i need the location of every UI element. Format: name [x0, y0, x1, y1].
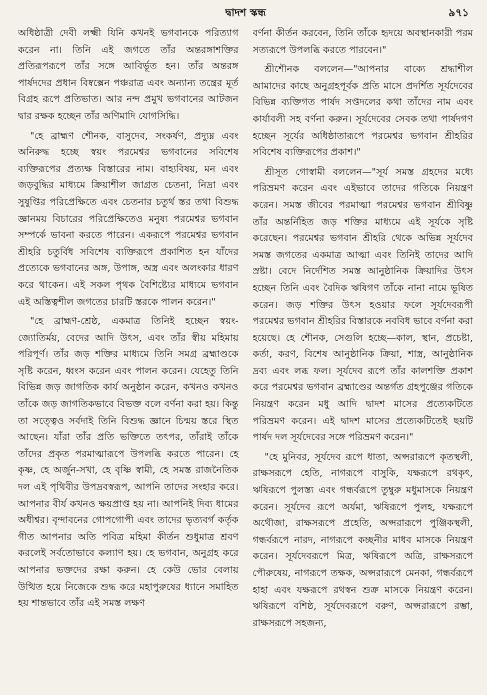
paragraph: "হে ব্রাহ্মণ শৌনক, বাসুদেব, সংকর্ষণ, প্রদ্যুম্ন এবং অনিরুদ্ধ হচ্ছে স্বয়ং পরমেশ্বর ভগবানের সবিশেষ ব্যক্তিরূপের প্রত্যক্ষ বিস্তারের নাম। বাহ্যবিষয়, মন এবং জড়বুদ্ধির মাধ্যমে ক্রিয়াশীল জাগ্রত চেতনা, নিদ্রা এবং সুষুপ্তির পরিপ্রেক্ষিতে এবং চেতনার চতুর্থ স্তর তথা বিশুদ্ধ জ্ঞানময় বিচারের পরিপ্রেক্ষিতেও মনুষ্য পরমেশ্বর ভগবান সম্পর্কে ভাবনা করতে পারেন। একরূপে পরমেশ্বর ভগবান শ্রীহরি চতুর্বিধ সবিশেষ ব্যক্তিরূপে প্রকাশিত হন যাঁদের প্রত্যেকে ভগবানের অঙ্গ, উপাঙ্গ, অস্ত্র এবং অলংকার ধারণ করে থাকেন। এই সকল পৃথক বৈশিষ্ট্যের মাধ্যমে ভগবান এই অস্তিত্বশীল জগতের চারটি স্তরকে পালন করেন।" — [18, 130, 239, 308]
paragraph: বর্ণনা কীর্তন করবেন, তিনি তাঁকে হৃদয়ে অবস্থানকারী পরম সত্যরূপে উপলব্ধি করতে পারবেন।" — [252, 28, 473, 56]
paragraph: অধিষ্ঠাত্রী দেবী লক্ষ্মী যিনি কখনই ভগবানকে পরিত্যাগ করেন না। তিনি এই জগতে তাঁর অন্তরঙ্গাশক্তির প্রতিরূপরূপে তাঁর সঙ্গে আবির্ভূত হন। তাঁর অন্তরঙ্গ পার্ষদদের প্রধান বিষ্বক্সেন পঞ্চরাত্র এবং অন্যান্য তন্ত্রের মূর্ত বিগ্রহ রূপে প্রতিভাত। আর নন্দ প্রমুখ ভগবানের আটজন দ্বার রক্ষক হচ্ছেন তাঁর অণিমাদি যোগসিদ্ধি। — [18, 28, 239, 122]
paragraph: শ্রীসূত গোস্বামী বললেন—"সূর্য সমস্ত গ্রহদের মধ্যে পরিভ্রমণ করেন এবং এইভাবে তাদের গতিকে নিয়ন্ত্রণ করেন। সমস্ত জীবের পরমাত্মা পরমেশ্বর ভগবান শ্রীবিষ্ণু তাঁর অন্তর্নিহিত জড় শক্তির মাধ্যমে এই সূর্যকে সৃষ্টি করেছেন। পরমেশ্বর ভগবান শ্রীহরি থেকে অভিন্ন সূর্যদেব সমস্ত জগতের একমাত্র আত্মা এবং তিনিই তাদের আদি স্রষ্টা। বেদে নির্দেশিত সমস্ত আনুষ্ঠানিক ক্রিয়াদির উৎস হচ্ছেন তিনি এবং বৈদিক ঋষিগণ তাঁকে নানা নামে ভূষিত করেন। জড় শক্তির উৎস হওয়ার ফলে সূর্যদেবরূপী পরমেশ্বর ভগবান শ্রীহরির বিস্তারকে নববিধ ভাবে বর্ণনা করা হয়েছে। হে শৌনক, সেগুলি হচ্ছে—কাল, স্থান, প্রচেষ্টা, কর্তা, করণ, বিশেষ আনুষ্ঠানিক ক্রিয়া, শাস্ত্র, আনুষ্ঠানিক দ্রব্য এবং লব্ধ ফল। সূর্যদেব রূপে তাঁর কালশক্তি প্রকাশ করে পরমেশ্বর ভগবান ব্রহ্মাণ্ডের অন্তর্গত গ্রহপুঞ্জের গতিকে নিয়ন্ত্রণ করেন মধু আদি দ্বাদশ মাসের প্রত্যেকটিতে পরিভ্রমণ করেন। এই দ্বাদশ মাসের প্রত্যেকটিতেই ছয়টি পার্ষদ দল সূর্যদেবের সঙ্গে পরিভ্রমণ করেন।" — [252, 166, 473, 444]
left-column — [18, 26, 239, 691]
paragraph: শ্রীশৌনক বললেন—"আপনার বাক্যে শ্রদ্ধাশীল আমাদের কাছে অনুগ্রহপূর্বক প্রতি মাসে প্রদর্শিত সূর্যদেবের বিভিন্ন ব্যক্তিগত পার্ষদ সপ্তদলের কথা তাঁদের নাম এবং কার্যাবলী সহ বর্ণনা করুন। সূর্যদেবের সেবক তথা পার্ষদগণ হচ্ছেন সূর্যের অধিষ্ঠাতারূপে পরমেশ্বর ভগবান শ্রীহরির সবিশেষ ব্যক্তিরূপের প্রকাশ।" — [252, 64, 473, 159]
paragraph: "হে মুনিবর, সূর্যদেব রূপে ধাতা, অপ্সরারূপে কৃতস্থলী, রাক্ষসরূপে হেতি, নাগরূপে বাসুকি, যক্ষরূপে রথকৃৎ, ঋষিরূপে পুলস্ত্য এবং গন্ধর্বরূপে তুম্বুরু মধুমাসকে নিয়ন্ত্রণ করেন। সূর্যদেব রূপে অর্যমা, ঋষিরূপে পুলহ, যক্ষরূপে অথৌজা, রাক্ষসরূপে প্রহেতি, অপ্সরারূপে পুঞ্জিকস্থলী, গন্ধর্বরূপে নারদ, নাগরূপে কচ্ছনীর মাধব মাসকে নিয়ন্ত্রণ করেন। সূর্যদেবরূপে মিত্র, ঋষিরূপে অত্রি, রাক্ষসরূপে পৌরুষেয়, নাগরূপে তক্ষক, অপ্সরারূপে মেনকা, গন্ধর্বরূপে হাহা এবং যক্ষরূপে রথস্বন শুক্র মাসকে নিয়ন্ত্রণ করেন। ঋষিরূপে বশিষ্ঠ, সূর্যদেবরূপে বরুণ, অপ্সরারূপে রম্ভা, রাক্ষসরূপে সহজন্য, — [252, 451, 473, 629]
running-header — [18, 6, 473, 22]
chapter-title: দ্বাদশ স্কন্ধ — [225, 7, 266, 19]
text-columns — [18, 26, 473, 691]
paragraph: "হে ব্রাহ্মণ-শ্রেষ্ঠ, একমাত্র তিনিই হচ্ছেন স্বয়ং-জ্যোতির্ময়, বেদের আদি উৎস, এবং তাঁর স্বীয় মহিমায় পরিপূর্ণ। তাঁর জড় শক্তির মাধ্যমে তিনি সমগ্র ব্রহ্মাণ্ডকে সৃষ্টি করেন, ধ্বংস করেন এবং পালন করেন। যেহেতু তিনি বিভিন্ন জড় জাগতিক কার্য অনুষ্ঠান করেন, কখনও কখনও তাঁকে জড় জাগতিকভাবে বিভক্ত বলে বর্ণনা করা হয়। কিন্তু তা সত্ত্বেও সর্বদাই তিনি বিশুদ্ধ জ্ঞানে চিন্ময় স্তরে স্থিত আছেন। যাঁরা তাঁর প্রতি ভক্তিতে তৎপর, তাঁরাই তাঁকে তাঁদের প্রকৃত পরমাত্মারূপে উপলব্ধি করতে পারেন। হে কৃষ্ণ, হে অর্জুন-সখা, হে বৃষ্ণি স্বামী, হে সমস্ত রাজনৈতিক দল এই পৃথিবীর উপদ্রবস্বরূপ, আপনি তাদের সংহার করে। আপনার বীর্য কখনও ক্ষয়প্রাপ্ত হয় না। আপনিই দিব্য ধামের অধীশ্বর। বৃন্দাবনের গোপগোপী এবং তাদের ভৃত্যবর্গ কর্তৃক গীত আপনার অতি পবিত্র মহিমা কীর্তন শুধুমাত্র শ্রবণ করলেই সর্বতোভাবে কল্যাণ হয়। হে ভগবান, অনুগ্রহ করে আপনার ভক্তদের রক্ষা করুন। হে কেউ ভোর বেলায় উত্থিত হয়ে নিজেকে শুদ্ধ করে মহাপুরুষের ধ্যানে সমাহিত হয় শান্তভাবে তাঁর এই সমস্ত লক্ষণ — [18, 316, 239, 610]
right-column — [253, 26, 474, 691]
page-number: ৯৭১ — [448, 7, 469, 19]
